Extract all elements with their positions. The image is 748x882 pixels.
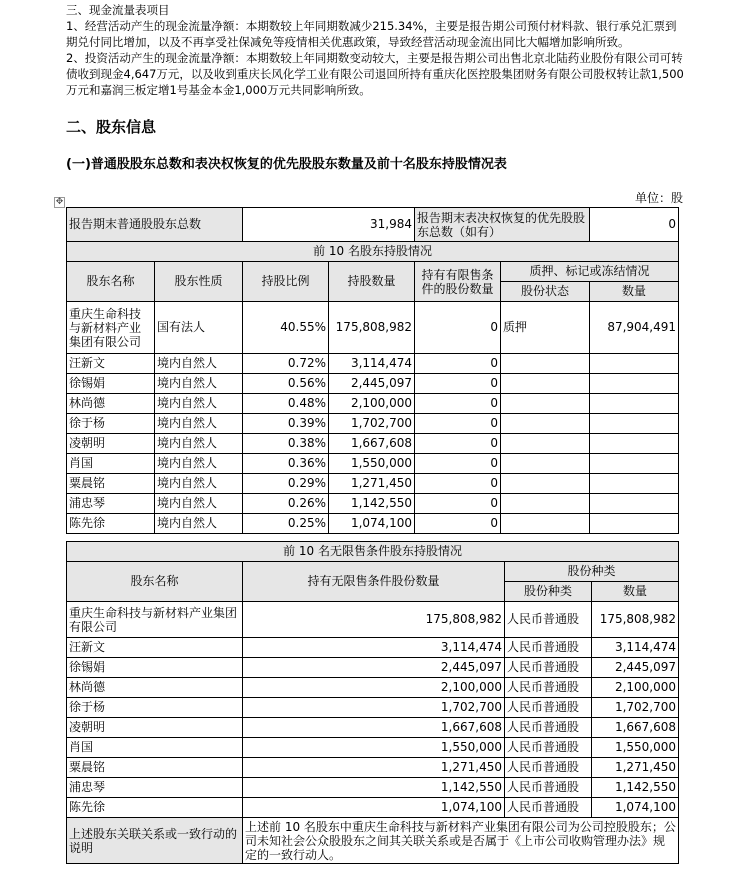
- holder-ratio: 0.39%: [243, 414, 329, 434]
- u-holder-share-kind: 人民币普通股: [505, 602, 592, 638]
- holder-ratio: 0.26%: [243, 494, 329, 514]
- shareholder-table: [66, 207, 679, 534]
- holder-restricted: 0: [415, 514, 501, 534]
- table-row: [67, 678, 679, 698]
- u-holder-share-amount: 3,114,474: [592, 638, 679, 658]
- holder-pledge-amount: [590, 474, 679, 494]
- holder-pledge-amount: [590, 494, 679, 514]
- holder-name: 徐于杨: [67, 414, 155, 434]
- col-header-pledge: 质押、标记或冻结情况: [501, 262, 679, 282]
- u-holder-name: 徐于杨: [67, 698, 243, 718]
- u-holder-share-kind: 人民币普通股: [505, 678, 592, 698]
- u-holder-qty: 2,445,097: [243, 658, 505, 678]
- u-holder-share-amount: 1,667,608: [592, 718, 679, 738]
- u-holder-name: 徐锡娟: [67, 658, 243, 678]
- col-header-nature: 股东性质: [155, 262, 243, 302]
- u-holder-share-kind: 人民币普通股: [505, 798, 592, 818]
- holder-ratio: 0.72%: [243, 354, 329, 374]
- u-holder-qty: 1,550,000: [243, 738, 505, 758]
- holder-qty: 1,667,608: [329, 434, 415, 454]
- section-title: 二、股东信息: [66, 118, 157, 136]
- table-row: [67, 658, 679, 678]
- u-holder-share-amount: 1,074,100: [592, 798, 679, 818]
- u-holder-name: 肖国: [67, 738, 243, 758]
- holder-pledge-status: [501, 414, 590, 434]
- u-holder-name: 汪新文: [67, 638, 243, 658]
- u-holder-share-amount: 1,142,550: [592, 778, 679, 798]
- cash-flow-item-operating: 1、经营活动产生的现金流量净额：本期数较上年同期数减少215.34%，主要是报告期公司预付材料款、银行承兑汇票到期兑付同比增加，以及不再享受社保减免等疫情相关优惠政策，导致经营活动现金流出同比大幅增加影响所致。: [66, 19, 677, 49]
- col-header-status: 股份状态: [501, 282, 590, 302]
- holder-name: 林尚德: [67, 394, 155, 414]
- u-holder-name: 浦忠琴: [67, 778, 243, 798]
- u-holder-qty: 1,271,450: [243, 758, 505, 778]
- holder-name: 陈先徐: [67, 514, 155, 534]
- holder-restricted: 0: [415, 354, 501, 374]
- holder-restricted: 0: [415, 494, 501, 514]
- holder-pledge-amount: [590, 374, 679, 394]
- holder-ratio: 40.55%: [243, 302, 329, 354]
- holder-name: 肖国: [67, 454, 155, 474]
- u-col-header-type: 股份种类: [505, 562, 679, 582]
- unit-label: 单位：股: [634, 191, 683, 205]
- holder-qty: 1,702,700: [329, 414, 415, 434]
- holder-nature: 境内自然人: [155, 514, 243, 534]
- col-header-restricted: 持有有限售条件的股份数量: [415, 262, 501, 302]
- u-col-header-qty: 持有无限售条件股份数量: [243, 562, 505, 602]
- holder-restricted: 0: [415, 374, 501, 394]
- table-row: [67, 514, 679, 534]
- subsection-title: (一)普通股股东总数和表决权恢复的优先股股东数量及前十名股东持股情况表: [66, 157, 507, 172]
- holder-ratio: 0.56%: [243, 374, 329, 394]
- table-row: [67, 602, 679, 638]
- table-row: [67, 718, 679, 738]
- holder-pledge-amount: [590, 354, 679, 374]
- holder-restricted: 0: [415, 434, 501, 454]
- u-col-header-type-amount: 数量: [592, 582, 679, 602]
- cash-flow-item-investing: 2、投资活动产生的现金流量净额：本期数较上年同期数变动较大，主要是报告期公司出售北京北陆药业股份有限公司可转债收到现金4,647万元，以及收到重庆长风化学工业有限公司退回所持有重庆化医控股集团财务有限公司股权转让款1,500万元和嘉润三板定增1号基金本金1,000万元共同影响所致。: [66, 51, 684, 97]
- unrestricted-table: [66, 541, 679, 864]
- holder-pledge-status: 质押: [501, 302, 590, 354]
- u-holder-qty: 1,667,608: [243, 718, 505, 738]
- holder-nature: 境内自然人: [155, 434, 243, 454]
- u-holder-name: 凌朝明: [67, 718, 243, 738]
- holder-restricted: 0: [415, 302, 501, 354]
- cash-flow-notes: [66, 2, 686, 98]
- holder-pledge-status: [501, 514, 590, 534]
- holder-nature: 境内自然人: [155, 494, 243, 514]
- u-holder-name: 林尚德: [67, 678, 243, 698]
- u-holder-share-amount: 2,445,097: [592, 658, 679, 678]
- table-row: [67, 414, 679, 434]
- holder-qty: 2,100,000: [329, 394, 415, 414]
- table-row: [67, 454, 679, 474]
- col-header-amount: 数量: [590, 282, 679, 302]
- holder-pledge-status: [501, 434, 590, 454]
- holder-qty: 3,114,474: [329, 354, 415, 374]
- holder-name: 重庆生命科技与新材料产业集团有限公司: [67, 302, 155, 354]
- u-holder-qty: 2,100,000: [243, 678, 505, 698]
- table-row: [67, 798, 679, 818]
- holder-ratio: 0.36%: [243, 454, 329, 474]
- table-row: [67, 302, 679, 354]
- holder-name: 徐锡娟: [67, 374, 155, 394]
- common-holders-value: 31,984: [243, 208, 415, 242]
- holder-name: 汪新文: [67, 354, 155, 374]
- holder-nature: 境内自然人: [155, 394, 243, 414]
- table-row: [67, 394, 679, 414]
- u-holder-share-kind: 人民币普通股: [505, 658, 592, 678]
- top10-title: 前 10 名股东持股情况: [67, 242, 679, 262]
- holder-pledge-status: [501, 374, 590, 394]
- holder-qty: 1,271,450: [329, 474, 415, 494]
- u-holder-share-kind: 人民币普通股: [505, 758, 592, 778]
- pref-holders-label: 报告期末表决权恢复的优先股股东总数（如有）: [415, 208, 590, 242]
- holder-restricted: 0: [415, 394, 501, 414]
- cash-flow-heading: 三、现金流量表项目: [66, 3, 170, 17]
- holder-qty: 2,445,097: [329, 374, 415, 394]
- holder-ratio: 0.48%: [243, 394, 329, 414]
- col-header-ratio: 持股比例: [243, 262, 329, 302]
- holder-nature: 国有法人: [155, 302, 243, 354]
- col-header-name: 股东名称: [67, 262, 155, 302]
- table-row: [67, 474, 679, 494]
- u-holder-share-amount: 1,271,450: [592, 758, 679, 778]
- unrestricted-title: 前 10 名无限售条件股东持股情况: [67, 542, 679, 562]
- table-row: [67, 698, 679, 718]
- u-holder-share-amount: 175,808,982: [592, 602, 679, 638]
- holder-restricted: 0: [415, 414, 501, 434]
- holder-pledge-amount: [590, 434, 679, 454]
- holder-pledge-status: [501, 394, 590, 414]
- holder-pledge-status: [501, 454, 590, 474]
- u-holder-share-kind: 人民币普通股: [505, 718, 592, 738]
- relation-label: 上述股东关联关系或一致行动的说明: [67, 818, 243, 864]
- table-row: [67, 738, 679, 758]
- common-holders-label: 报告期末普通股股东总数: [67, 208, 243, 242]
- holder-ratio: 0.25%: [243, 514, 329, 534]
- holder-pledge-amount: 87,904,491: [590, 302, 679, 354]
- u-col-header-type-kind: 股份种类: [505, 582, 592, 602]
- holder-qty: 175,808,982: [329, 302, 415, 354]
- u-holder-name: 粟晨铭: [67, 758, 243, 778]
- u-holder-qty: 175,808,982: [243, 602, 505, 638]
- u-holder-name: 重庆生命科技与新材料产业集团有限公司: [67, 602, 243, 638]
- holder-pledge-amount: [590, 454, 679, 474]
- holder-pledge-status: [501, 354, 590, 374]
- table-row: [67, 778, 679, 798]
- u-holder-name: 陈先徐: [67, 798, 243, 818]
- u-holder-qty: 3,114,474: [243, 638, 505, 658]
- holder-pledge-amount: [590, 514, 679, 534]
- u-holder-share-amount: 2,100,000: [592, 678, 679, 698]
- table-row: [67, 638, 679, 658]
- holder-nature: 境内自然人: [155, 414, 243, 434]
- holder-pledge-status: [501, 474, 590, 494]
- holder-nature: 境内自然人: [155, 374, 243, 394]
- holder-restricted: 0: [415, 474, 501, 494]
- holder-nature: 境内自然人: [155, 454, 243, 474]
- u-col-header-name: 股东名称: [67, 562, 243, 602]
- u-holder-share-amount: 1,550,000: [592, 738, 679, 758]
- holder-pledge-amount: [590, 414, 679, 434]
- holder-name: 凌朝明: [67, 434, 155, 454]
- u-holder-share-kind: 人民币普通股: [505, 698, 592, 718]
- holder-pledge-amount: [590, 394, 679, 414]
- holder-name: 浦忠琴: [67, 494, 155, 514]
- holder-nature: 境内自然人: [155, 474, 243, 494]
- holder-ratio: 0.29%: [243, 474, 329, 494]
- u-holder-share-amount: 1,702,700: [592, 698, 679, 718]
- table-move-handle-icon[interactable]: ✥: [55, 197, 64, 207]
- u-holder-share-kind: 人民币普通股: [505, 778, 592, 798]
- table-row: [67, 494, 679, 514]
- holder-qty: 1,550,000: [329, 454, 415, 474]
- table-row: [67, 434, 679, 454]
- relation-text: 上述前 10 名股东中重庆生命科技与新材料产业集团有限公司为公司控股股东；公司未知社会公众股股东之间其关联关系或是否属于《上市公司收购管理办法》规定的一致行动人。: [243, 818, 679, 864]
- holder-nature: 境内自然人: [155, 354, 243, 374]
- u-holder-qty: 1,142,550: [243, 778, 505, 798]
- holder-qty: 1,142,550: [329, 494, 415, 514]
- table-row: [67, 758, 679, 778]
- holder-qty: 1,074,100: [329, 514, 415, 534]
- col-header-qty: 持股数量: [329, 262, 415, 302]
- holder-pledge-status: [501, 494, 590, 514]
- holder-ratio: 0.38%: [243, 434, 329, 454]
- table-row: [67, 374, 679, 394]
- u-holder-qty: 1,074,100: [243, 798, 505, 818]
- table-row: [67, 354, 679, 374]
- u-holder-share-kind: 人民币普通股: [505, 638, 592, 658]
- holder-restricted: 0: [415, 454, 501, 474]
- u-holder-qty: 1,702,700: [243, 698, 505, 718]
- pref-holders-value: 0: [590, 208, 679, 242]
- holder-name: 粟晨铭: [67, 474, 155, 494]
- u-holder-share-kind: 人民币普通股: [505, 738, 592, 758]
